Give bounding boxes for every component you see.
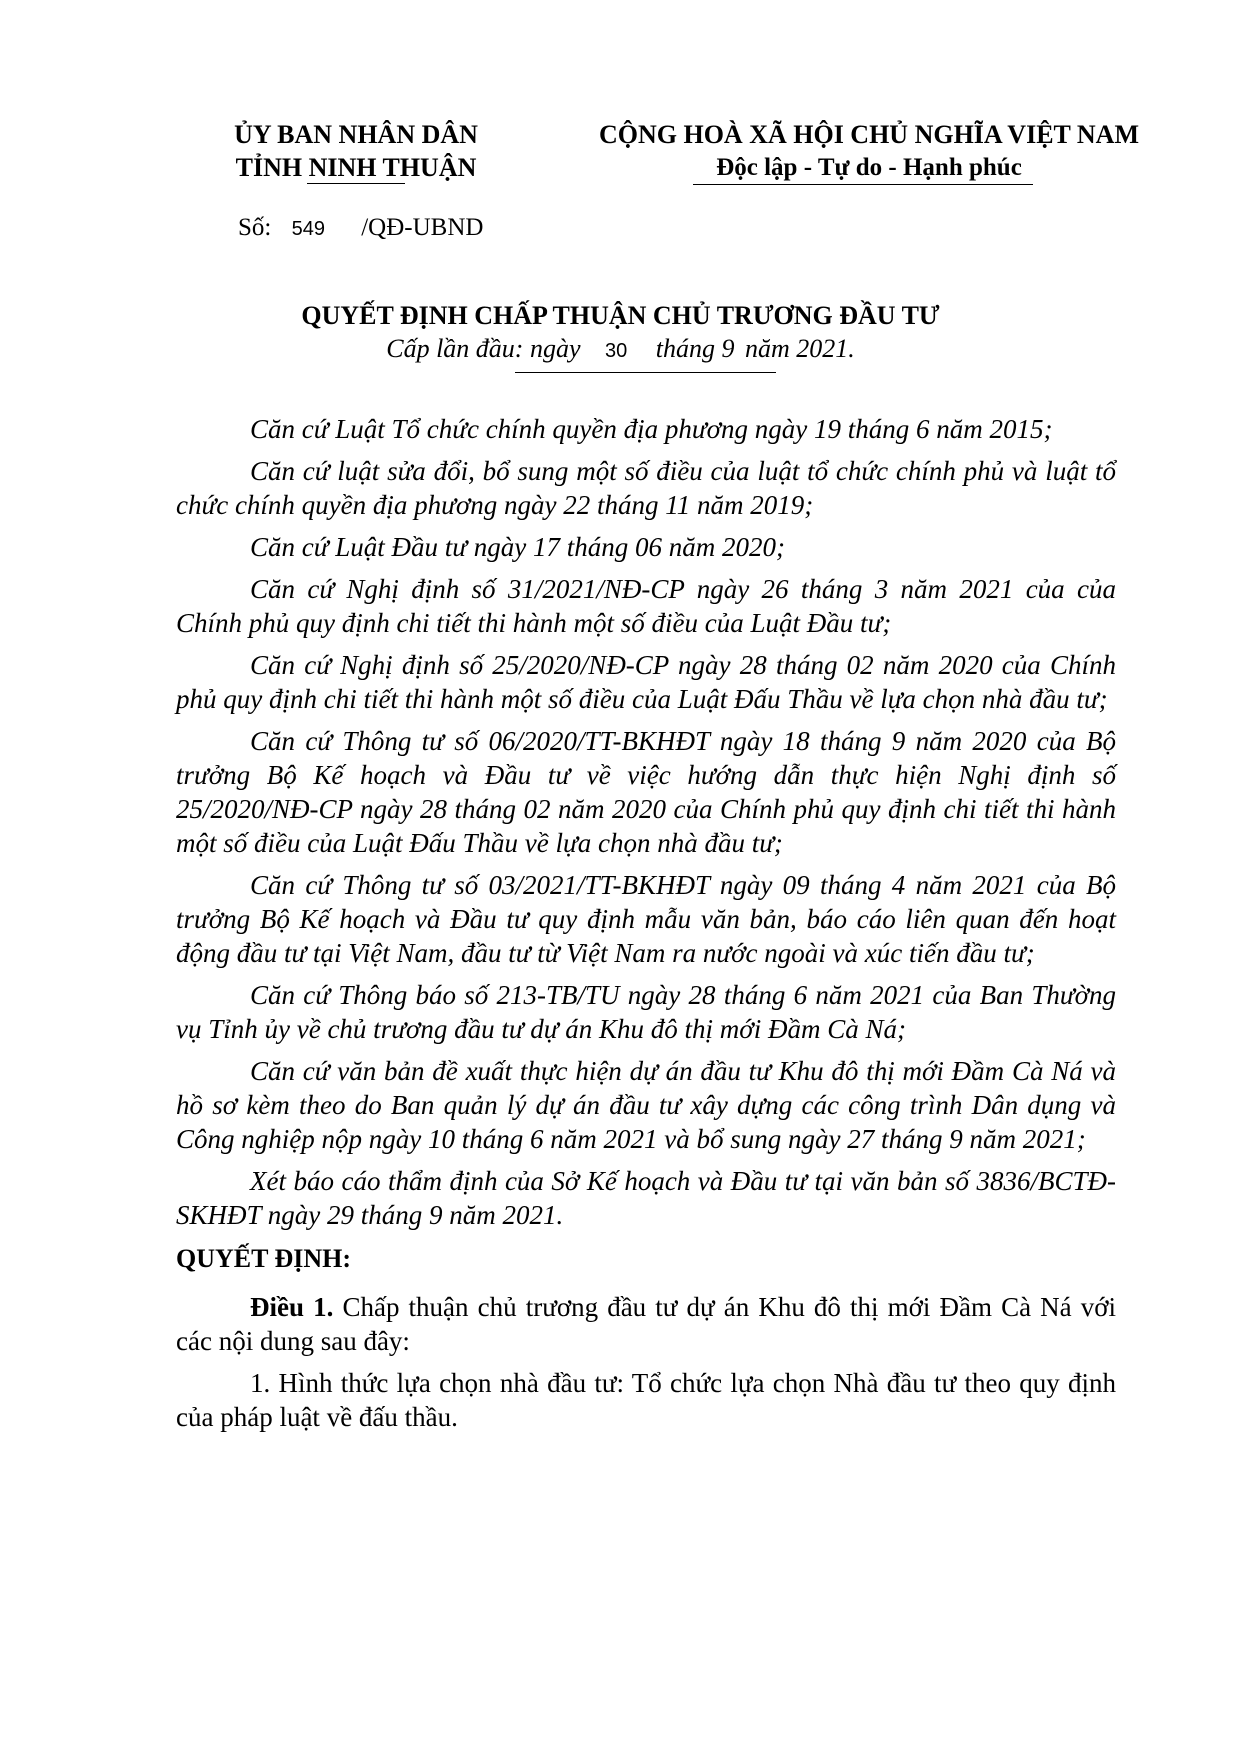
document-body [176,412,1116,1442]
doc-number-suffix: /QĐ-UBND [361,214,484,241]
legal-basis-list [176,412,1116,1232]
doc-number-prefix: Số: [238,214,272,241]
legal-basis-item: Căn cứ Nghị định số 31/2021/NĐ-CP ngày 26 tháng 3 năm 2021 của của Chính phủ quy định chi tiết thi hành một số điều của Luật Đầu tư; [176,574,1116,638]
nation-motto: Độc lập - Tự do - Hạnh phúc [716,154,1022,181]
national-motto [574,118,1164,184]
legal-basis-item: Căn cứ văn bản đề xuất thực hiện dự án đầu tư Khu đô thị mới Đầm Cà Ná và hồ sơ kèm theo do Ban quản lý dự án đầu tư xây dựng các công trình Dân dụng và Công nghiệp nộp ngày 10 tháng 6 năm 2021 và bổ sung ngày 27 tháng 9 năm 2021; [176,1056,1116,1154]
issuing-authority [196,118,516,184]
document-title: QUYẾT ĐỊNH CHẤP THUẬN CHỦ TRƯƠNG ĐẦU TƯ [301,301,940,330]
authority-line-1: ỦY BAN NHÂN DÂN [234,120,478,149]
authority-line-2: TỈNH NINH THUẬN [235,153,477,182]
title-underline [515,372,776,373]
legal-basis-item: Căn cứ Thông tư số 06/2020/TT-BKHĐT ngày 18 tháng 9 năm 2020 của Bộ trưởng Bộ Kế hoạch và Đầu tư về việc hướng dẫn thực hiện Nghị định số 25/2020/NĐ-CP ngày 28 tháng 02 năm 2020 của Chính phủ quy định chi tiết thi hành một số điều của Luật Đấu Thầu về lựa chọn nhà đầu tư; [176,726,1116,858]
legal-basis-item: Căn cứ Nghị định số 25/2020/NĐ-CP ngày 28 tháng 02 năm 2020 của Chính phủ quy định chi tiết thi hành một số điều của Luật Đấu Thầu về lựa chọn nhà đầu tư; [176,650,1116,714]
nation-title: CỘNG HOÀ XÃ HỘI CHỦ NGHĨA VIỆT NAM [598,120,1140,149]
decision-heading: QUYẾT ĐỊNH: [176,1244,352,1273]
legal-basis-item: Căn cứ Thông báo số 213-TB/TU ngày 28 tháng 6 năm 2021 của Ban Thường vụ Tỉnh ủy về chủ trương đầu tư dự án Khu đô thị mới Đầm Cà Ná; [176,980,1116,1044]
legal-basis-item: Căn cứ luật sửa đổi, bổ sung một số điều của luật tổ chức chính phủ và luật tổ chức chính quyền địa phương ngày 22 tháng 11 năm 2019; [176,456,1116,520]
legal-basis-item: Căn cứ Luật Tổ chức chính quyền địa phương ngày 19 tháng 6 năm 2015; [250,414,1053,444]
authority-underline [307,183,405,184]
article-1 [176,1290,1116,1358]
legal-basis-item: Căn cứ Luật Đầu tư ngày 17 tháng 06 năm 2020; [250,532,785,562]
legal-basis-item: Xét báo cáo thẩm định của Sở Kế hoạch và Đầu tư tại văn bản số 3836/BCTĐ-SKHĐT ngày 29 tháng 9 năm 2021. [176,1166,1116,1230]
article-1-text: Chấp thuận chủ trương đầu tư dự án Khu đô thị mới Đầm Cà Ná với các nội dung sau đây: [176,1292,1117,1356]
motto-underline [693,184,1033,185]
issue-date [0,332,1241,368]
issue-year: năm 2021. [744,334,855,363]
article-1-label: Điều 1. [250,1292,334,1322]
article-1-item-1: 1. Hình thức lựa chọn nhà đầu tư: Tổ chức lựa chọn Nhà đầu tư theo quy định của pháp luật về đấu thầu. [176,1368,1116,1432]
issue-date-prefix: Cấp lần đầu: ngày [386,334,581,363]
document-number [238,213,483,244]
issue-month: tháng 9 [655,334,735,363]
legal-basis-item: Căn cứ Thông tư số 03/2021/TT-BKHĐT ngày 09 tháng 4 năm 2021 của Bộ trưởng Bộ Kế hoạch và Đầu tư quy định mẫu văn bản, báo cáo liên quan đến hoạt động đầu tư tại Việt Nam, đầu tư từ Việt Nam ra nước ngoài và xúc tiến đầu tư; [176,870,1116,968]
issue-day: 30 [605,340,628,362]
doc-number-value: 549 [291,218,325,240]
